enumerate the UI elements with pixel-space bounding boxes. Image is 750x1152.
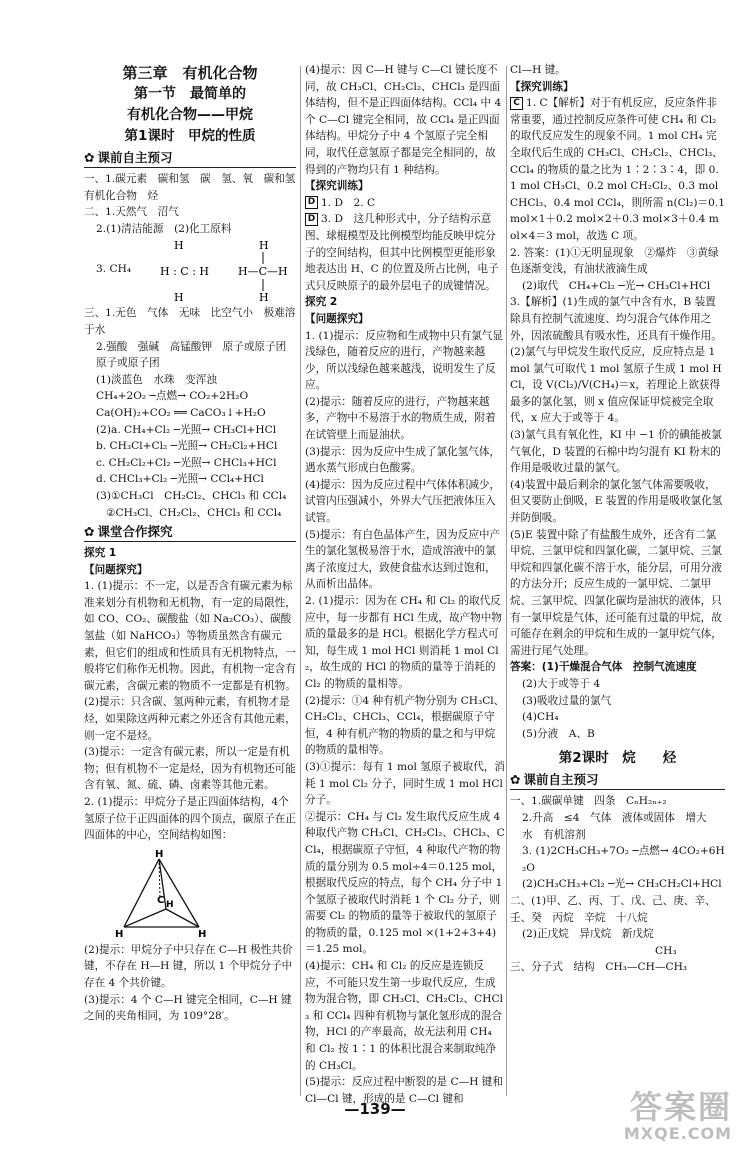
column-middle bbox=[305, 62, 505, 1107]
paragraph: (3)提示：4 个 C—H 键完全相同，C—H 键之间的夹角相同，为 109°28′。 bbox=[84, 993, 292, 1023]
section-title-line2: 有机化合物——甲烷 bbox=[127, 107, 253, 123]
paragraph-text: 1. C【解析】对于有机反应，反应条件非常重要，通过控制反应条件可使 CH₄ 和 Cl₂ 的取代反应发生的现象不同。1 mol CH₄ 完全取代后生成的 CH₃Cl、CH₂Cl₂、CHCl₃、CCl₄ 的物质的量之比为 1∶2∶3∶4，即 0.1 mol CH₃Cl、0.2 mol CH₂Cl₂、0.3 mol CHCl₃、0.4 mol CCl₄，則所需 n(Cl₂)＝0.1 mol×1＋0.2 mol×2＋0.3 mol×3＋0.4 mol×4＝3 mol，故选 C 项。 bbox=[510, 97, 725, 242]
line: 三、1.无色 气体 无味 比空气小 极难溶于水 bbox=[84, 307, 296, 336]
paragraph: (5)E 装置中除了有盐酸生成外，还含有二氯甲烷、三氯甲烷和四氯化碳，二氯甲烷、三氯甲烷和四氯化碳不溶于水，能分层，可用分液的方法分开；反应生成的一氯甲烷、二氯甲烷、三氯甲烷、四氯化碳均是油状的液体，只有一氯甲烷是气体，还可能有过量的甲烷，故可能存在剩余的甲烷和生成的一氯甲烷气体，需进行尾气处理。 bbox=[510, 528, 722, 657]
watermark-top: 答案圈 bbox=[629, 1088, 732, 1126]
paragraph: ②提示：CH₄ 与 Cl₂ 发生取代反应生成 4 种取代产物 CH₃Cl、CH₂Cl₂、CHCl₃、CCl₄，根据碳原子守恒，4 种取代产物的物质的量分别为 0.5 mol÷4＝0.125 mol，根据取代反应的特点，每个 CH₄ 分子中 1 个氢原子被取代时消耗 1 个 Cl₂ 分子，则需要 Cl₂ 的物质的量等于被取代的氢原子的物质的量，0.125 mol ×(1+2+3+4)＝1.25 mol。 bbox=[305, 810, 505, 956]
paragraph: (2)提示：随着反应的进行，产物越来越多，产物中不易溶于水的物质生成，附着在试管壁上而显油状。 bbox=[305, 395, 496, 442]
line: 二、(1)甲、乙、丙、丁、戊、己、庚、辛、壬、癸 丙烷 辛烷 十八烷 bbox=[510, 894, 716, 924]
pre-study-heading-text: 课前自主预习 bbox=[523, 772, 599, 788]
lesson2-title: 第2课时 烷 烃 bbox=[558, 750, 677, 767]
paragraph: (3)提示：因为反应中生成了氯化氢气体，遇水蒸气形成白色酸雾。 bbox=[305, 445, 501, 475]
watermark-bottom: MXQE.COM bbox=[623, 1124, 732, 1143]
line: 2.升高 ≤4 气体 液体或固体 增大 水 有机溶剂 bbox=[522, 811, 718, 841]
coop-heading bbox=[84, 523, 296, 542]
paragraph bbox=[510, 95, 725, 244]
paragraph: 2. (1)提示：甲烷分子是正四面体结构，4个氢原子位于正四面体的四个顶点，碳原子在正四面体的中心，空间结构如图： bbox=[84, 796, 296, 842]
line: 二、1.天然气 沼气 bbox=[84, 206, 179, 219]
equation: (2)a. CH₄+Cl₂ ─光照→ CH₃Cl+HCl bbox=[96, 423, 277, 436]
answer-line: (3)吸收过量的氯气 bbox=[522, 694, 612, 707]
watermark bbox=[624, 1090, 732, 1143]
paragraph: (3)提示：一定含有碳元素，所以一定是有机物；但有机物不一定是烃，因为有机物还可能含有氧、氮、硫、磷、卤素等其他元素。 bbox=[84, 746, 296, 792]
paragraph: (2)氯气与甲烷发生取代反应，反应特点是 1 mol 氯气可取代 1 mol 氢原子生成 1 mol HCl，设 V(Cl₂)/V(CH₄)＝x，若理论上欲获得最多的氯化氢，则 x 值应保证甲烷被完全取代，x 应大于或等于 4。 bbox=[510, 346, 722, 425]
paragraph-text: 3. D 这几种形式中，分子结构示意图、球棍模型及比例模型均能反映甲烷分子的空间结构，但其中比例模型更能形象地表达出 H、C 的位置及所占比例，电子式只反映原子的最外层电子的成键情况。 bbox=[305, 213, 499, 292]
answer-box: C bbox=[510, 97, 523, 110]
question-label: 【问题探究】 bbox=[84, 563, 148, 576]
line: (1)淡蓝色 水珠 变浑浊 bbox=[96, 373, 217, 386]
methane-structure-diagram bbox=[144, 237, 304, 305]
leaf-icon: ✿ bbox=[84, 150, 95, 165]
svg-text:H : C : H: H : C : H bbox=[160, 265, 210, 279]
paragraph: 1. (1)提示：不一定，以是否含有碳元素为标准来划分有机物和无机物，有一定的局限性，如 CO、CO₂、碳酸盐（如 Na₂CO₃）、碳酸氢盐（如 NaHCO₃）等物质虽然含有碳元素，但它们的组成和性质具有无机物特点，一般将它们称作无机物。因此，有机物一定含有碳元素，含碳元素的物质不一定都是有机物。 bbox=[84, 580, 296, 692]
leaf-icon: ✿ bbox=[510, 772, 521, 788]
answer-text: 1. D 2. C bbox=[321, 196, 376, 209]
answer-line: (2)大于或等于 4 bbox=[522, 677, 601, 690]
paragraph: (2)提示：①4 种有机产物分别为 CH₃Cl、CH₂Cl₂、CHCl₃、CCl₄，根据碳原子守恒，4 种有机产物的物质的量之和与甲烷的物质的量相等。 bbox=[305, 694, 505, 757]
paragraph: (4)提示：因 C—H 键与 C—Cl 键长度不同，故 CH₃Cl、CH₂Cl₂、CHCl₃ 是四面体结构，但不是正四面体结构。CCl₄ 中 4 个 C—Cl 键完全相同，故 CCl₄ 是正四面体结构。甲烷分子中 4 个氢原子完全相同，取代任意氢原子都是完全相同的，故得到的产物均只有 1 种结构。 bbox=[305, 64, 502, 176]
line: (3)①CH₃Cl CH₂Cl₂、CHCl₃ 和 CCl₄ bbox=[96, 489, 287, 502]
paragraph: 2. 答案：(1)①无明显现象 ②爆炸 ③黄绿色逐渐变浅，有油状液滴生成 bbox=[510, 246, 719, 276]
paragraph: (5)提示：反应过程中断裂的是 C—H 键和 Cl—Cl 键，形成的是 C—Cl 键和 bbox=[305, 1076, 503, 1105]
chapter-title: 第三章 有机化合物 bbox=[122, 64, 258, 82]
line: 三、分子式 结构 CH₃—CH—CH₃ bbox=[510, 961, 688, 974]
answer-box: D bbox=[305, 196, 318, 209]
column-left bbox=[84, 62, 306, 1025]
atom-label: H bbox=[115, 928, 124, 939]
lesson-title: 第1课时 甲烷的性质 bbox=[124, 128, 256, 144]
paragraph: 1. (1)提示：反应物和生成物中只有氯气显浅绿色，随着反应的进行，产物越来越少，所以浅绿色越来越浅，说明发生了反应。 bbox=[305, 329, 503, 392]
explore-label: 探究 2 bbox=[305, 296, 338, 309]
column-divider bbox=[300, 66, 301, 1096]
line: 一、1.碳元素 碳和氢 碳 氢、氧 碳和氢 有机化合物 烃 bbox=[84, 173, 306, 202]
answer-line: (4)CH₄ bbox=[522, 711, 559, 724]
answer-line bbox=[305, 195, 505, 212]
equation: c. CH₂Cl₂+Cl₂ ─光照→ CHCl₃+HCl bbox=[96, 456, 277, 469]
paragraph: (4)装置中最后剩余的氯化氢气体需要吸收，但又要防止倒吸，E 装置的作用是吸收氯化氢并防倒吸。 bbox=[510, 478, 723, 525]
svg-text:H—C—H: H—C—H bbox=[238, 265, 288, 279]
line: 2.(1)清洁能源 (2)化工原料 bbox=[96, 222, 232, 235]
answer-box: D bbox=[305, 213, 318, 226]
train-label: 【探究训练】 bbox=[510, 80, 574, 93]
pre-study-heading-2 bbox=[510, 771, 725, 790]
branch-label: CH₃ bbox=[655, 944, 677, 957]
paragraph: (3)①提示：每有 1 mol 氢原子被取代，消耗 1 mol Cl₂ 分子，同时生成 1 mol HCl 分子。 bbox=[305, 760, 505, 807]
answer-line: (5)分液 A、B bbox=[522, 727, 595, 740]
paragraph: (4)提示：CH₄ 和 Cl₂ 的反应是连锁反应，不可能只发生第一步取代反应，生成物为混合物，即 CH₃Cl、CH₂Cl₂、CHCl₃ 和 CCl₄ 四种有机物与氯化氢形成的混合物，HCl 的产率最高，故无法利用 CH₄ 和 Cl₂ 按 1∶1 的体积比混合来制取纯净的 CH₃Cl。 bbox=[305, 960, 503, 1072]
atom-label: H bbox=[198, 928, 207, 939]
line: 2.强酸 强碱 高锰酸钾 原子或原子团 原子或原子团 bbox=[96, 340, 297, 370]
svg-text:H: H bbox=[259, 291, 269, 305]
question-label: 【问题探究】 bbox=[305, 312, 369, 325]
paragraph: Cl—H 键。 bbox=[510, 64, 566, 76]
atom-label: H bbox=[155, 848, 164, 860]
pre-study-heading-text: 课前自主预习 bbox=[97, 150, 173, 165]
pre-study-heading bbox=[84, 149, 296, 168]
paragraph: 2. (1)提示：因为在 CH₄ 和 Cl₂ 的取代反应中，每一步都有 HCl 生成，故产物中物质的量最多的是 HCl。根据化学方程式可知，每生成 1 mol HCl 则消耗 1 mol Cl₂，故生成的 HCl 的物质的量等于消耗的 Cl₂ 的物质的量相等。 bbox=[305, 595, 502, 690]
paragraph: (5)提示：有白色晶体产生，因为反应中产生的氯化氢极易溶于水，造成溶液中的氯离子浓度过大，致使食盐水达到过饱和，从而析出晶体。 bbox=[305, 528, 501, 591]
svg-text:H: H bbox=[259, 239, 269, 253]
svg-text:H: H bbox=[174, 291, 184, 305]
paragraph: 3.【解析】(1)生成的氯气中含有水，B 装置除具有控制气流速度、均匀混合气体作用之外，因浓硫酸具有吸水性，还具有干燥作用。 bbox=[510, 296, 722, 342]
train-label: 【探究训练】 bbox=[305, 180, 369, 193]
leaf-icon: ✿ bbox=[84, 524, 95, 540]
atom-label: C bbox=[157, 894, 165, 906]
column-right bbox=[510, 62, 725, 976]
paragraph: (2)提示：只含碳、氢两种元素，有机物才是烃，如果除这两种元素之外还含有其他元素，则一定不是烃。 bbox=[84, 696, 296, 742]
line: 3. CH₄ bbox=[96, 263, 132, 276]
coop-heading-text: 课堂合作探究 bbox=[97, 524, 173, 540]
svg-text:H: H bbox=[174, 239, 184, 253]
equation: (2)CH₃CH₃+Cl₂ ─光→ CH₃CH₂Cl+HCl bbox=[522, 878, 722, 891]
column-divider bbox=[506, 66, 507, 1096]
paragraph: (2)提示：甲烷分子中只存在 C—H 极性共价键，不存在 H—H 键，所以 1 个甲烷分子中存在 4 个共价键。 bbox=[84, 943, 293, 989]
section-title-line1: 第一节 最简单的 bbox=[134, 86, 246, 102]
equation: (2)取代 CH₄+Cl₂ ─光→ CH₃Cl+HCl bbox=[522, 279, 711, 292]
atom-label: H bbox=[166, 899, 174, 910]
paragraph: (4)提示：因为反应过程中气体体积减少，试管内压强减小，外界大气压把液体压入试管。 bbox=[305, 478, 501, 525]
page-number: —139— bbox=[344, 1100, 406, 1118]
tetrahedron-diagram bbox=[114, 847, 214, 939]
paragraph bbox=[305, 211, 505, 294]
line: 一、1.碳碳单键 四条 CₙH₂ₙ₊₂ bbox=[510, 795, 667, 808]
explore-label: 探究 1 bbox=[84, 547, 117, 560]
equation: b. CH₃Cl+Cl₂ ─光照→ CH₂Cl₂+HCl bbox=[96, 440, 278, 453]
line: ②CH₃Cl、CH₂Cl₂、CHCl₃ 和 CCl₄ bbox=[106, 506, 282, 519]
equation: CH₄+2O₂ ─点燃→ CO₂+2H₂O bbox=[96, 390, 249, 403]
answer-line: 答案：(1)干燥混合气体 控制气流速度 bbox=[510, 661, 697, 674]
equation: 3. (1)2CH₃CH₃+7O₂ ─点燃→ 4CO₂+6H₂O bbox=[522, 845, 725, 874]
methane-formula-block bbox=[84, 237, 296, 305]
line: (2)正戊烷 异戊烷 新戊烷 bbox=[522, 928, 654, 941]
equation: d. CHCl₃+Cl₂ ─光照→ CCl₄+HCl bbox=[96, 473, 264, 486]
paragraph: (3)氯气具有氧化性，KI 中 −1 价的碘能被氯气氧化，D 装置的石棉中均匀混有 KI 粉末的作用是吸收过量的氯气。 bbox=[510, 429, 722, 475]
equation: Ca(OH)₂+CO₂ ══ CaCO₃↓+H₂O bbox=[96, 406, 266, 419]
